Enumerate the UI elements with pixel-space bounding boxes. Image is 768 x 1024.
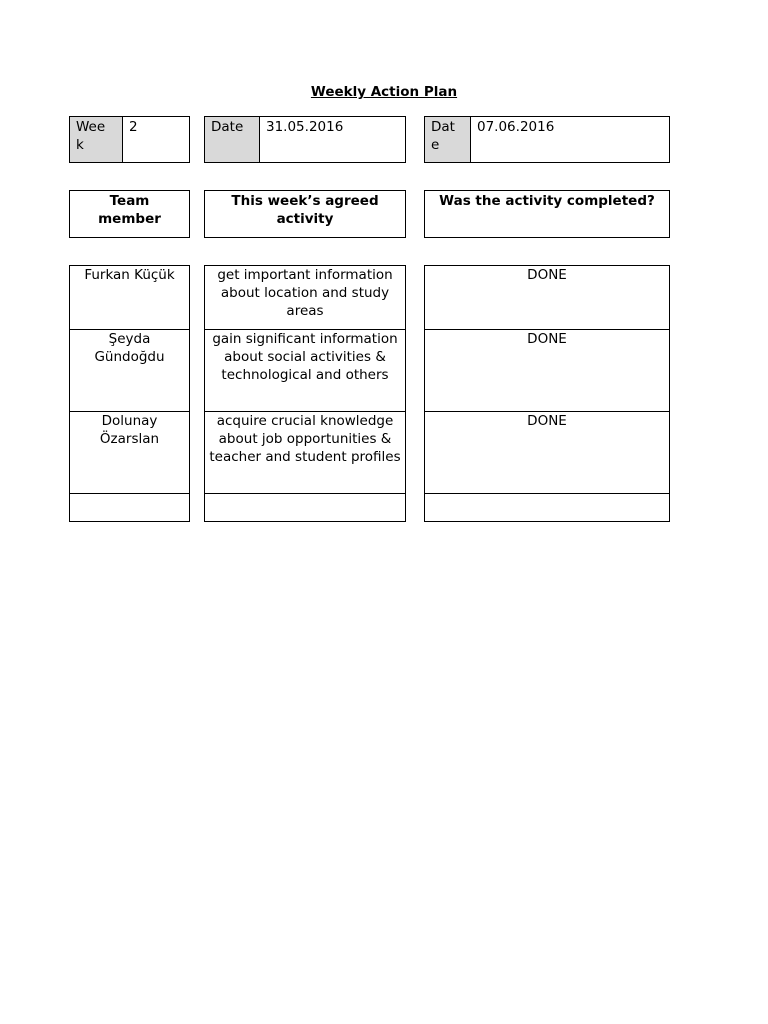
table-row-status — [425, 494, 669, 521]
status-text: DONE — [527, 267, 567, 283]
member-name: Şeyda Gündoğdu — [94, 331, 165, 365]
table-row-member — [70, 494, 189, 521]
date-end-label: Dat e — [431, 119, 455, 153]
member-name: Dolunay Özarslan — [99, 413, 160, 447]
table-row-member — [70, 266, 189, 329]
team-member-column — [69, 265, 190, 522]
table-row-activity — [205, 494, 405, 521]
header-team-member — [69, 190, 190, 238]
table-row-status — [425, 266, 669, 329]
week-label-cell — [70, 117, 122, 162]
member-name: Furkan Küçük — [84, 267, 175, 283]
completed-column — [424, 265, 670, 522]
date-start-label-cell — [205, 117, 259, 162]
date-end-label-cell — [425, 117, 470, 162]
activity-text: gain significant information about social activities & technological and others — [212, 331, 398, 383]
date-start-value: 31.05.2016 — [266, 119, 344, 135]
date-end-box — [424, 116, 670, 163]
week-box — [69, 116, 190, 163]
header-completed — [424, 190, 670, 238]
week-label: Wee k — [76, 119, 106, 153]
table-row-activity — [205, 330, 405, 411]
table-row-activity — [205, 266, 405, 329]
week-value-cell — [123, 117, 189, 162]
header-activity-label: This week’s agreed activity — [231, 193, 379, 227]
activity-column — [204, 265, 406, 522]
week-value: 2 — [129, 119, 138, 135]
activity-text: get important information about location and study areas — [217, 267, 393, 319]
page-title: Weekly Action Plan — [310, 84, 458, 100]
date-start-value-cell — [260, 117, 405, 162]
header-completed-label: Was the activity completed? — [439, 193, 655, 209]
table-row-member — [70, 412, 189, 493]
table-row-activity — [205, 412, 405, 493]
header-activity — [204, 190, 406, 238]
date-start-label: Date — [211, 119, 244, 135]
date-end-value-cell — [471, 117, 669, 162]
header-team-member-label: Team member — [98, 193, 161, 227]
table-row-status — [425, 330, 669, 411]
activity-text: acquire crucial knowledge about job opportunities & teacher and student profiles — [209, 413, 401, 465]
status-text: DONE — [527, 331, 567, 347]
table-row-status — [425, 412, 669, 493]
table-row-member — [70, 330, 189, 411]
date-end-value: 07.06.2016 — [477, 119, 555, 135]
date-start-box — [204, 116, 406, 163]
status-text: DONE — [527, 413, 567, 429]
